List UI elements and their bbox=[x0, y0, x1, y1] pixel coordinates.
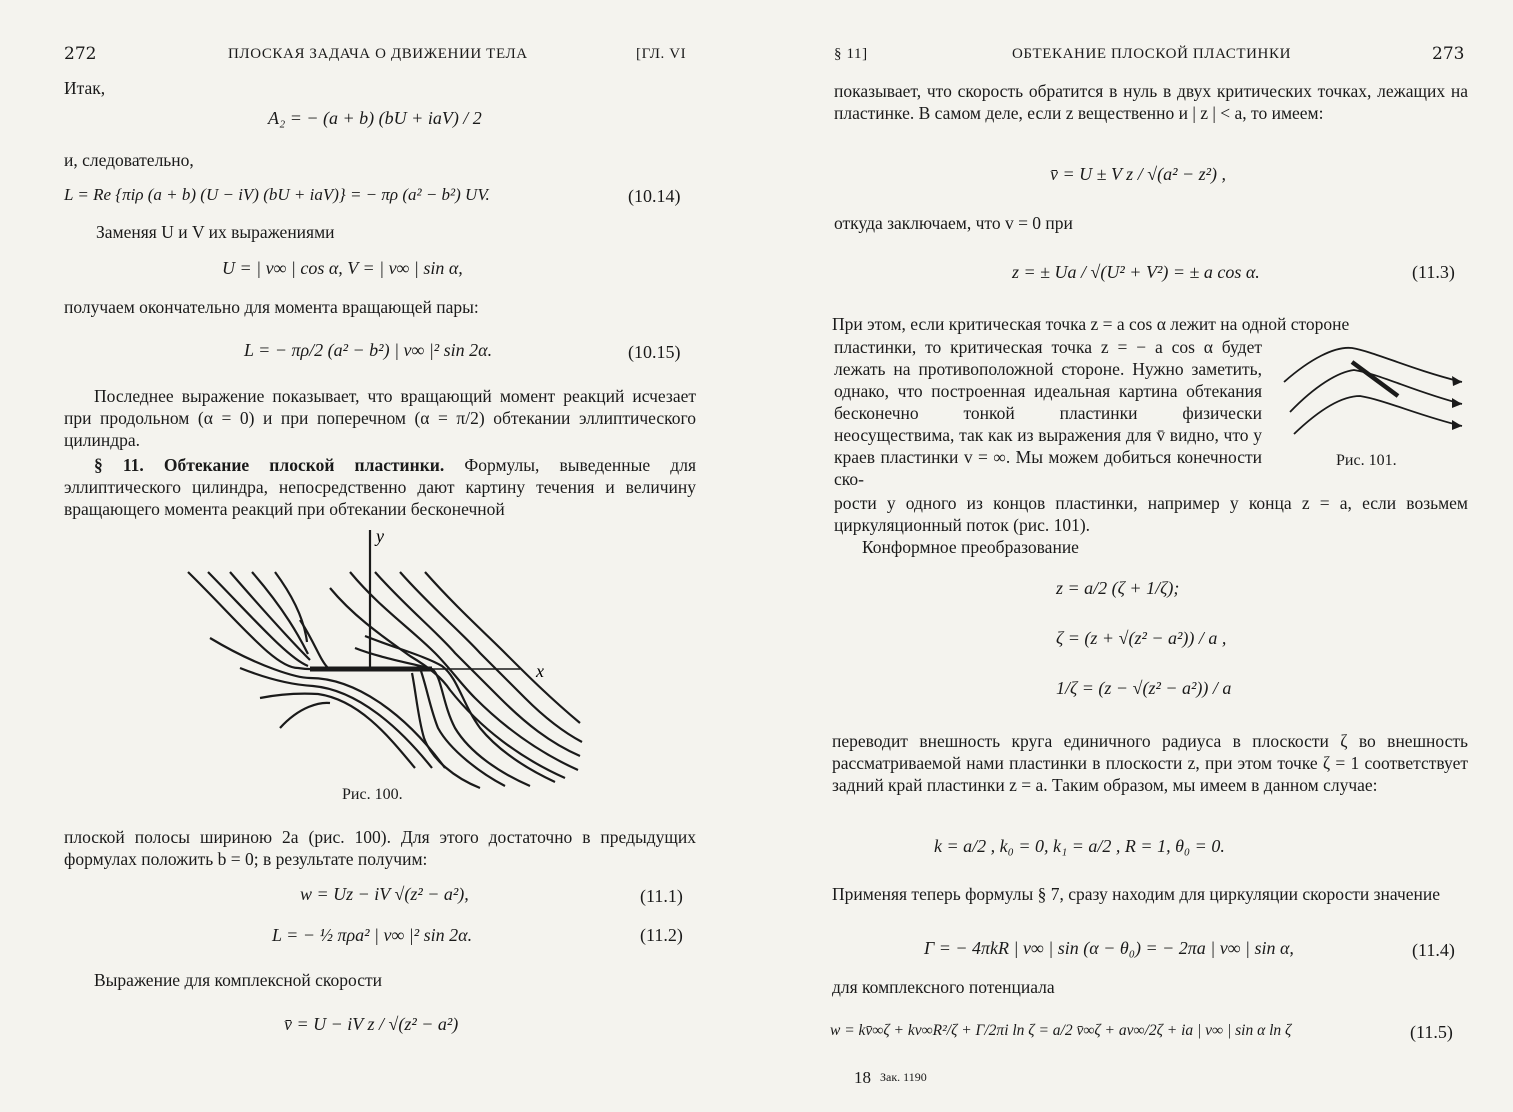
streamline-group bbox=[188, 572, 582, 788]
streamline bbox=[400, 572, 582, 742]
y-axis-label: y bbox=[376, 528, 384, 546]
streamline bbox=[280, 703, 330, 728]
section-paragraph bbox=[64, 454, 696, 520]
equation-number: (10.14) bbox=[628, 186, 681, 206]
text-poluchaem: получаем окончательно для момента вращающей пары: bbox=[64, 297, 479, 317]
text-itak: Итак, bbox=[64, 78, 106, 98]
paragraph: рости у одного из концов пластинки, например у конца z = a, если возьмем циркуляционный поток (рис. 101). bbox=[834, 493, 1468, 535]
equation-number: (11.5) bbox=[1410, 1022, 1453, 1042]
streamline bbox=[1294, 396, 1462, 434]
formula-params: k = a/2 , k₀ = 0, k₁ = a/2 , R = 1, θ₀ = 0. bbox=[934, 836, 1225, 856]
text-dlya-potentsiala: для комплексного потенциала bbox=[832, 977, 1055, 997]
streamline bbox=[412, 673, 480, 788]
formula-w-11-5: w = kv̄∞ζ + kv∞R²/ζ + Γ/2πi ln ζ = a/2 v̄∞ζ + av∞/2ζ + ia | v∞ | sin α ln ζ bbox=[830, 1022, 1292, 1039]
formula-l-10-15: L = − πρ/2 (a² − b²) | v∞ |² sin 2α. bbox=[244, 340, 493, 360]
right-page bbox=[756, 0, 1513, 1112]
streamline bbox=[260, 694, 415, 768]
formula-uv: U = | v∞ | cos α, V = | v∞ | sin α, bbox=[222, 258, 463, 278]
figure-caption: Рис. 100. bbox=[342, 786, 403, 803]
streamline bbox=[188, 572, 330, 669]
paragraph: Последнее выражение показывает, что вращающий момент реакций исчезает при продольном (α = 0) и при поперечном (α = π/2) обтекании эллиптического цилиндра. bbox=[64, 386, 696, 450]
text-sledovatelno: и, следовательно, bbox=[64, 150, 194, 170]
text-vyrazhenie: Выражение для комплексной скорости bbox=[94, 970, 383, 990]
left-page bbox=[0, 0, 756, 1112]
text-otkuda: откуда заключаем, что v = 0 при bbox=[834, 213, 1073, 233]
x-axis-label: x bbox=[536, 661, 544, 681]
paragraph: показывает, что скорость обратится в нуль в двух критических точках, лежащих на пластинке. В самом деле, если z вещественно и | z | < a, то имеем: bbox=[834, 81, 1468, 123]
streamline bbox=[330, 588, 565, 778]
paragraph-wrap: пластинки, то критическая точка z = − a cos α будет лежать на противоположной стороне. Нужно заметить, однако, что построенная идеальная картина обтекания бесконечно тонкой пластинки физически неосуществима, так как из выражения для v̄ видно, что у краев пластинки v = ∞. Мы можем добиться конечности ско- bbox=[834, 337, 1262, 489]
section-text: Формулы, выведенные для эллиптического цилиндра, непосредственно дают картину течения и величину вращающего момента реакций при обтекании бесконечной bbox=[64, 455, 696, 519]
streamline bbox=[375, 572, 580, 756]
paragraph: плоской полосы шириною 2a (рис. 100). Для этого достаточно в предыдущих формулах положить b = 0; в результате получим: bbox=[64, 827, 696, 869]
paragraph: переводит внешность круга единичного радиуса в плоскости ζ во внешность рассматриваемой нами пластинки в плоскости z, при этом точке ζ = 1 соответствует задний край пластинки z = a. Таким образом, мы имеем в данном случае: bbox=[832, 731, 1468, 795]
formula-z-11-3: z = ± Ua / √(U² + V²) = ± a cos α. bbox=[1012, 262, 1260, 282]
text-pri-etom: При этом, если критическая точка z = a cos α лежит на одной стороне bbox=[832, 314, 1350, 334]
section-heading: § 11. Обтекание плоской пластинки. bbox=[94, 455, 445, 475]
streamline-group bbox=[1284, 348, 1462, 434]
printer-signature: 18 bbox=[854, 1068, 871, 1087]
formula-conformal-2: ζ = (z + √(z² − a²)) / a , bbox=[1056, 628, 1227, 648]
chapter-ref: [ГЛ. VI bbox=[636, 46, 687, 62]
plate bbox=[1352, 362, 1398, 396]
page-number: 272 bbox=[64, 44, 97, 64]
formula-vbar-pm: v̄ = U ± V z / √(a² − z²) , bbox=[1050, 164, 1227, 184]
page-number: 273 bbox=[1432, 44, 1465, 64]
equation-number: (11.2) bbox=[640, 925, 683, 945]
streamline bbox=[208, 572, 308, 666]
formula-conformal-3: 1/ζ = (z − √(z² − a²)) / a bbox=[1056, 678, 1232, 698]
equation-number: (10.15) bbox=[628, 342, 681, 362]
figure-caption: Рис. 101. bbox=[1336, 452, 1397, 469]
figure-100-streamlines bbox=[180, 528, 590, 790]
running-head: ОБТЕКАНИЕ ПЛОСКОЙ ПЛАСТИНКИ bbox=[1012, 46, 1292, 62]
formula-gamma: Γ = − 4πkR | v∞ | sin (α − θ₀) = − 2πa | v∞ | sin α, bbox=[924, 938, 1294, 958]
formula-conformal-1: z = a/2 (ζ + 1/ζ); bbox=[1056, 578, 1180, 598]
formula-l-11-2: L = − ½ πρa² | v∞ |² sin 2α. bbox=[272, 925, 473, 945]
formula-a2: A₂ = − (a + b) (bU + iaV) / 2 bbox=[268, 108, 482, 128]
equation-number: (11.1) bbox=[640, 886, 683, 906]
equation-number: (11.3) bbox=[1412, 262, 1455, 282]
formula-w-11-1: w = Uz − iV √(z² − a²), bbox=[300, 884, 469, 904]
paragraph: Применяя теперь формулы § 7, сразу находим для циркуляции скорости значение bbox=[832, 884, 1441, 904]
equation-number: (11.4) bbox=[1412, 940, 1455, 960]
formula-vbar: v̄ = U − iV z / √(z² − a²) bbox=[284, 1014, 459, 1034]
streamline bbox=[300, 620, 328, 668]
text-zamenyaya: Заменяя U и V их выражениями bbox=[96, 222, 335, 242]
running-head: ПЛОСКАЯ ЗАДАЧА О ДВИЖЕНИИ ТЕЛА bbox=[228, 46, 528, 62]
text-konformnoe: Конформное преобразование bbox=[862, 537, 1079, 557]
streamline bbox=[230, 572, 310, 660]
order-number: Зак. 1190 bbox=[880, 1070, 927, 1084]
figure-101-circulation-flow bbox=[1280, 334, 1470, 444]
formula-l-10-14: L = Re {πiρ (a + b) (U − iV) (bU + iaV)} = − πρ (a² − b²) UV. bbox=[64, 185, 490, 204]
section-ref: § 11] bbox=[834, 46, 868, 62]
streamline bbox=[1290, 370, 1462, 412]
